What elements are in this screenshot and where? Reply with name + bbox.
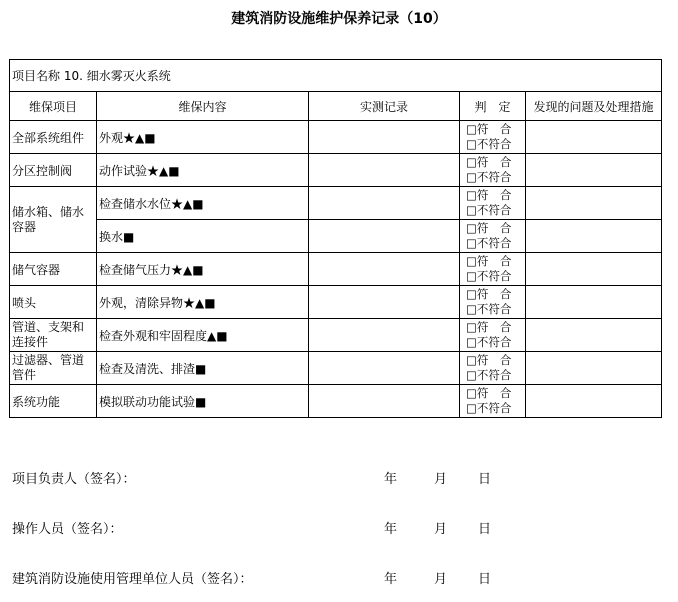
header-row [10,92,662,121]
record-cell[interactable] [309,286,460,319]
issues-cell[interactable] [526,385,662,418]
month-label: 月 [434,522,448,537]
month-label: 月 [434,472,448,487]
document-title: 建筑消防设施维护保养记录（10） [231,11,447,27]
pass-checkbox[interactable]: □符 合 [466,320,512,334]
content-cell: 换水■ [97,220,309,253]
content-cell: 检查储水水位★▲■ [97,187,309,220]
content-cell: 外观★▲■ [97,121,309,154]
pass-checkbox[interactable]: □符 合 [466,386,512,400]
date-line [384,518,491,537]
record-cell[interactable] [309,121,460,154]
content-cell: 检查及清洗、排渣■ [97,352,309,385]
record-cell[interactable] [309,385,460,418]
fail-checkbox[interactable]: □不符合 [466,401,512,415]
pass-checkbox[interactable]: □符 合 [466,221,512,235]
judge-cell[interactable] [460,187,526,220]
item-cell: 系统功能 [10,385,97,418]
issues-cell[interactable] [526,187,662,220]
judge-cell[interactable] [460,253,526,286]
day-label: 日 [478,572,492,587]
table-row [10,220,662,253]
judge-cell[interactable] [460,220,526,253]
fail-checkbox[interactable]: □不符合 [466,236,512,250]
item-cell: 全部系统组件 [10,121,97,154]
item-cell: 喷头 [10,286,97,319]
record-cell[interactable] [309,253,460,286]
pass-checkbox[interactable]: □符 合 [466,287,512,301]
date-line [384,568,491,587]
judge-cell[interactable] [460,319,526,352]
table-row [10,385,662,418]
fail-checkbox[interactable]: □不符合 [466,302,512,316]
issues-cell[interactable] [526,352,662,385]
item-cell: 储气容器 [10,253,97,286]
fail-checkbox[interactable]: □不符合 [466,203,512,217]
record-cell[interactable] [309,187,460,220]
year-label: 年 [384,522,398,537]
item-cell: 储水箱、储水容器 [10,187,97,253]
header-judge: 判 定 [460,92,526,121]
content-cell: 动作试验★▲■ [97,154,309,187]
table-row [10,286,662,319]
judge-cell[interactable] [460,154,526,187]
judge-cell[interactable] [460,121,526,154]
fail-checkbox[interactable]: □不符合 [466,368,512,382]
project-name: 项目名称 10. 细水雾灭火系统 [10,60,662,92]
year-label: 年 [384,572,398,587]
month-label: 月 [434,572,448,587]
content-cell: 模拟联动功能试验■ [97,385,309,418]
record-cell[interactable] [309,220,460,253]
issues-cell[interactable] [526,286,662,319]
content-cell: 检查储气压力★▲■ [97,253,309,286]
header-item: 维保项目 [10,92,97,121]
signature-management-unit: 建筑消防设施使用管理单位人员（签名）： [12,572,253,587]
record-cell[interactable] [309,352,460,385]
project-name-row [10,60,662,92]
signature-project-leader: 项目负责人（签名）： [12,472,136,487]
judge-cell[interactable] [460,352,526,385]
day-label: 日 [478,472,492,487]
date-line [384,468,491,487]
pass-checkbox[interactable]: □符 合 [466,254,512,268]
pass-checkbox[interactable]: □符 合 [466,155,512,169]
year-label: 年 [384,472,398,487]
issues-cell[interactable] [526,121,662,154]
fail-checkbox[interactable]: □不符合 [466,269,512,283]
table-row [10,319,662,352]
fail-checkbox[interactable]: □不符合 [466,137,512,151]
content-cell: 外观，清除异物★▲■ [97,286,309,319]
pass-checkbox[interactable]: □符 合 [466,188,512,202]
issues-cell[interactable] [526,220,662,253]
pass-checkbox[interactable]: □符 合 [466,353,512,367]
fail-checkbox[interactable]: □不符合 [466,335,512,349]
issues-cell[interactable] [526,319,662,352]
judge-cell[interactable] [460,286,526,319]
table-row [10,121,662,154]
day-label: 日 [478,522,492,537]
issues-cell[interactable] [526,253,662,286]
header-content: 维保内容 [97,92,309,121]
header-record: 实测记录 [309,92,460,121]
table-row [10,187,662,220]
issues-cell[interactable] [526,154,662,187]
maintenance-record-table [9,59,662,418]
record-cell[interactable] [309,154,460,187]
item-cell: 分区控制阀 [10,154,97,187]
table-row [10,352,662,385]
table-row [10,253,662,286]
content-cell: 检查外观和牢固程度▲■ [97,319,309,352]
item-cell: 过滤器、管道管件 [10,352,97,385]
fail-checkbox[interactable]: □不符合 [466,170,512,184]
header-issues: 发现的问题及处理措施 [526,92,662,121]
judge-cell[interactable] [460,385,526,418]
table-row [10,154,662,187]
pass-checkbox[interactable]: □符 合 [466,122,512,136]
item-cell: 管道、支架和连接件 [10,319,97,352]
signature-operator: 操作人员（签名）： [12,522,123,537]
record-cell[interactable] [309,319,460,352]
